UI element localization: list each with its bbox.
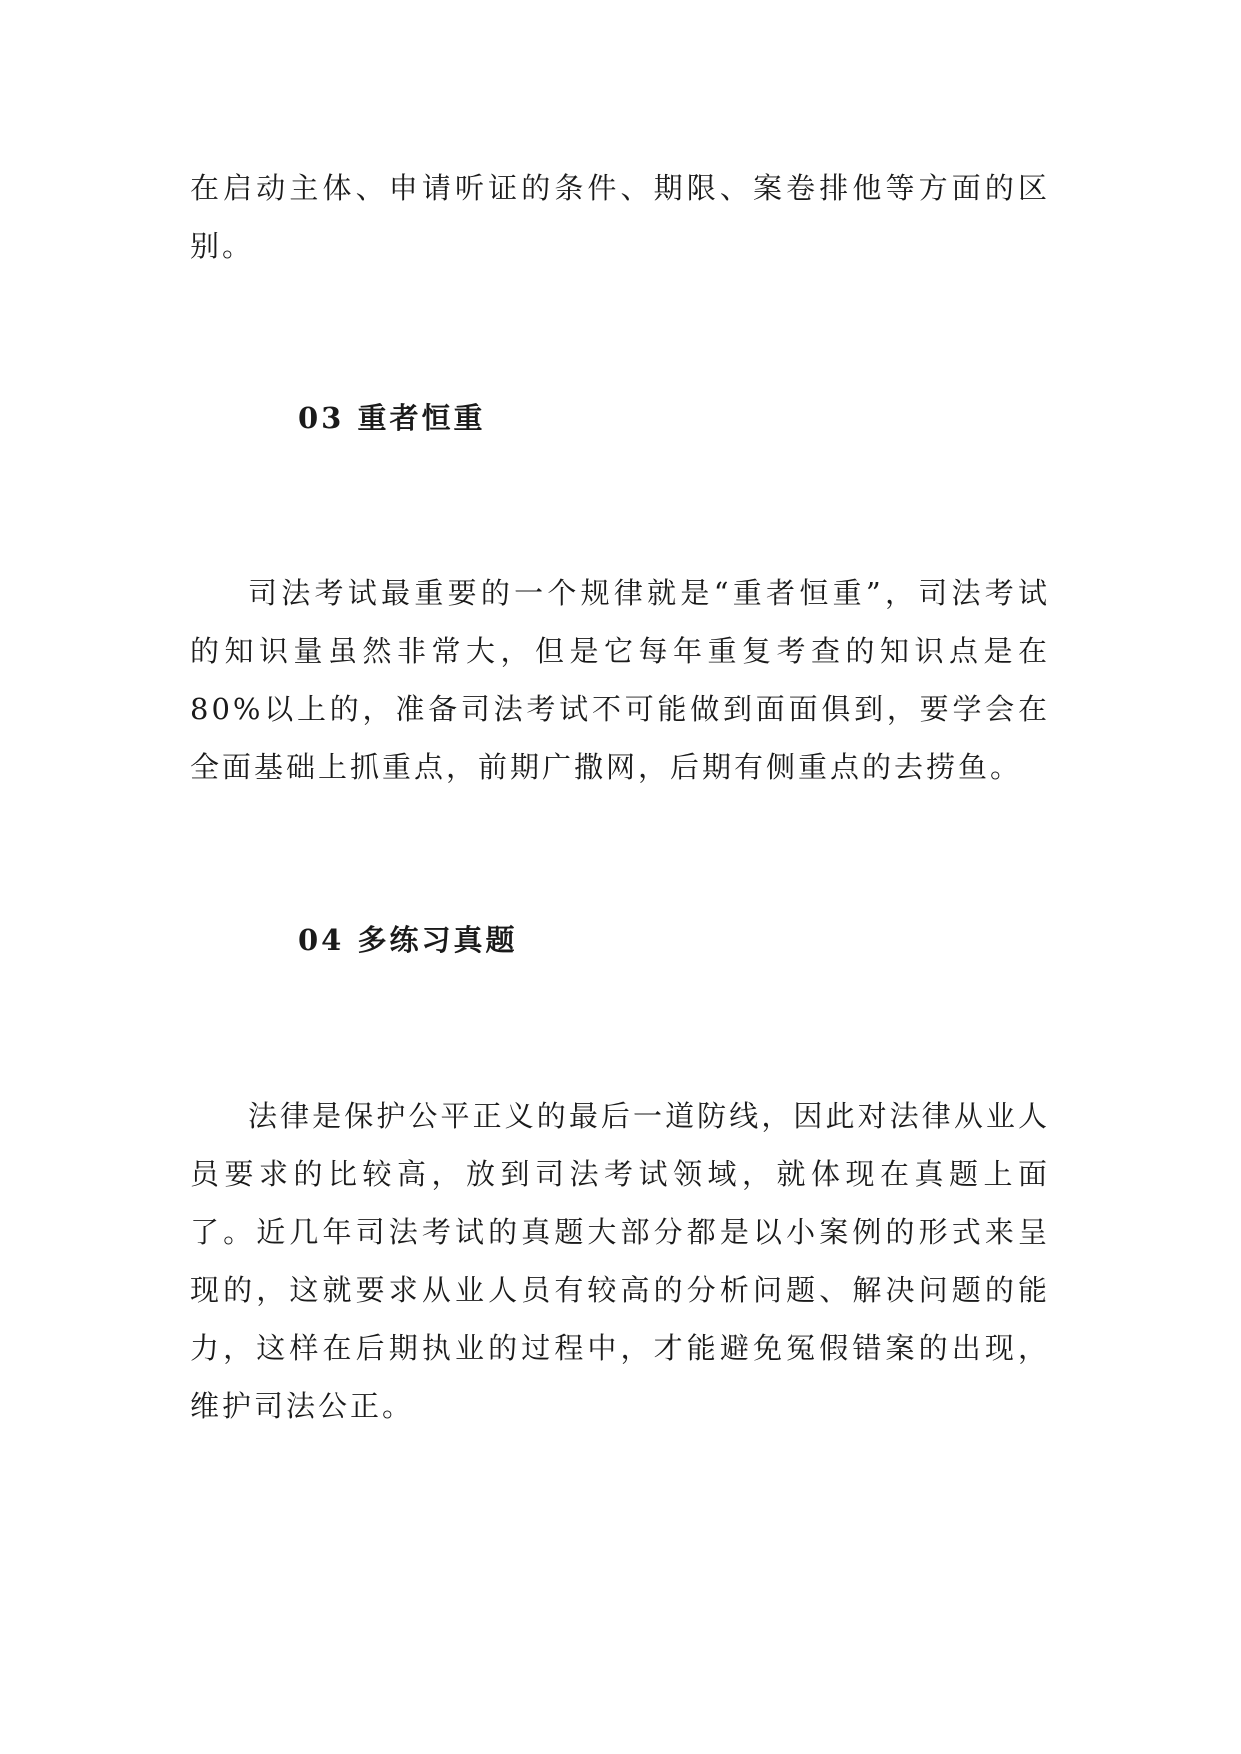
section-heading-03: 03 重者恒重: [298, 401, 486, 435]
paragraph-heavy-topics: 司法考试最重要的一个规律就是“重者恒重”，司法考试的知识量虽然非常大，但是它每年重复考查的知识点是在80%以上的，准备司法考试不可能做到面面俱到，要学会在全面基础上抓重点，前期广撒网，后期有侧重点的去捞鱼。: [190, 576, 1050, 784]
paragraph-continuation: 在启动主体、申请听证的条件、期限、案卷排他等方面的区别。: [190, 171, 1050, 263]
section-heading-04: 04 多练习真题: [298, 923, 518, 957]
paragraph-practice-exams: 法律是保护公平正义的最后一道防线，因此对法律从业人员要求的比较高，放到司法考试领域，就体现在真题上面了。近几年司法考试的真题大部分都是以小案例的形式来呈现的，这就要求从业人员有较高的分析问题、解决问题的能力，这样在后期执业的过程中，才能避免冤假错案的出现，维护司法公正。: [190, 1099, 1050, 1423]
